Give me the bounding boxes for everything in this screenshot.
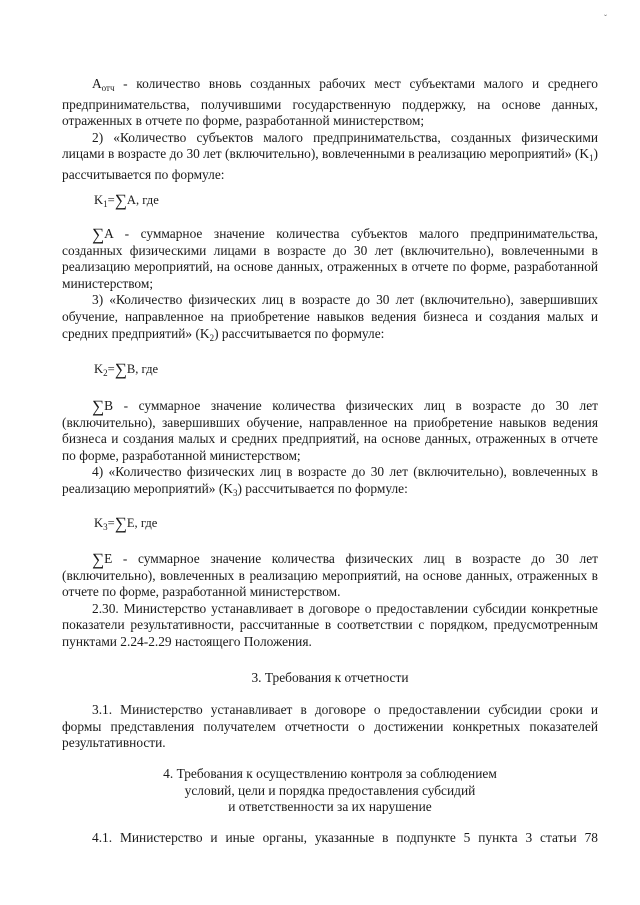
sigma-symbol: ∑: [92, 225, 105, 244]
paragraph-3-1: 3.1. Министерство устанавливает в договоре о предоставлении субсидии сроки и формы представления получателем отчетности о достижении конкретных показателей результативности.: [62, 702, 598, 751]
definition-1-block: ∑A - суммарное значение количества субъектов малого предпринимательства, созданных физическими лицами в возрасте до 30 лет (включительно), вовлеченными в реализацию мероприятий, на основе данных, отраженных в отчете по форме, разработанной министерством; 3) «Количество физических лиц в возрасте до 30 лет (включительно), завершивших обучение, направленное на приобретение навыков ведения бизнеса и создания малых и средних предприятий» $(K_2)$ рассчитывается по формуле:: [62, 225, 598, 343]
section-4-heading: [62, 766, 598, 816]
sigma-symbol: ∑: [92, 397, 105, 416]
item-3-text: 3) «Количество физических лиц в возрасте до 30 лет (включительно), завершивших обучение, направленное на приобретение навыков ведения бизнеса и создания малых и средних предприятий» (K: [62, 292, 598, 341]
paragraph-a-otch: [62, 76, 598, 184]
formula-k1: $K_1=\sum A$, где: [94, 191, 159, 210]
paragraph-3-1-block: [62, 702, 598, 752]
formula-k3: $K_3=\sum E$, где: [94, 514, 158, 533]
item-2-subscript: 1: [589, 153, 594, 164]
section-3-heading: 3. Требования к отчетности: [251, 670, 409, 685]
definition-3-text: - суммарное значение количества физических лиц в возрасте до 30 лет (включительно), вовлеченных в реализацию мероприятий, на основе данных, отраженных в отчете по форме, разработанной министерством.: [62, 551, 598, 600]
sigma-symbol: ∑: [114, 360, 127, 379]
section-4-heading-line-1: 4. Требования к осуществлению контроля за соблюдением: [163, 766, 497, 781]
sigma-symbol: ∑: [114, 191, 127, 210]
paragraph-4-1-block: [62, 830, 598, 847]
item-4-text: 4) «Количество физических лиц в возрасте до 30 лет (включительно), вовлеченных в реализацию мероприятий» (K: [62, 464, 598, 496]
formula-k2: $K_2=\sum B$, где: [94, 360, 159, 379]
paragraph-a-otch-text: - количество вновь созданных рабочих мест субъектами малого и среднего предпринимательства, получившими государственную поддержку, на основе данных, отраженных в отчете по форме, разработанной министерством;: [62, 76, 598, 129]
item-2-tail: ) рассчитывается по формуле:: [62, 146, 598, 182]
symbol-a-subscript: отч: [101, 83, 115, 93]
item-2-text: 2) «Количество субъектов малого предпринимательства, созданных физическими лицами в возрасте до 30 лет (включительно), вовлеченными в реализацию мероприятий» (K: [62, 129, 598, 162]
paragraph-2-30: 2.30. Министерство устанавливает в договоре о предоставлении субсидии конкретные показатели результативности, рассчитанные в соответствии с порядком, предусмотренным пунктами 2.24-2.29 настоящего Положения.: [62, 600, 598, 649]
section-4-heading-line-3: и ответственности за их нарушение: [228, 799, 432, 815]
definition-2-text: - суммарное значение количества физических лиц в возрасте до 30 лет (включительно), завершивших обучение, направленное на приобретение навыков ведения бизнеса и создания малых и средних предприятий, на основе данных, отраженных в отчете по форме, разработанной министерством;: [62, 398, 598, 463]
corner-mark: ˇ: [604, 13, 607, 23]
sigma-symbol: ∑: [92, 550, 105, 569]
definition-2-block: ∑B - суммарное значение количества физических лиц в возрасте до 30 лет (включительно), завершивших обучение, направленное на приобретение навыков ведения бизнеса и создания малых и средних предприятий, на основе данных, отраженных в отчете по форме, разработанной министерством; 4) «Количество физических лиц в возрасте до 30 лет (включительно), вовлеченных в реализацию мероприятий» $(K_3)$ рассчитывается по формуле:: [62, 397, 598, 498]
symbol-a: A: [92, 76, 102, 91]
definition-3-block: ∑E - суммарное значение количества физических лиц в возрасте до 30 лет (включительно), вовлеченных в реализацию мероприятий, на основе данных, отраженных в отчете по форме, разработанной министерством. 2.30. Министерство устанавливает в договоре о предоставлении субсидии конкретные показатели результативности, рассчитанные в соответствии с порядком, предусмотренным пунктами 2.24-2.29 настоящего Положения.: [62, 550, 598, 649]
paragraph-4-1: 4.1. Министерство и иные органы, указанные в подпункте 5 пункта 3 статьи 78: [92, 830, 598, 845]
sigma-symbol: ∑: [114, 514, 127, 533]
section-4-heading-line-2: условий, цели и порядка предоставления субсидий: [184, 782, 476, 798]
definition-1-text: - суммарное значение количества субъектов малого предпринимательства, созданных физическими лицами в возрасте до 30 лет (включительно), вовлеченными в реализацию мероприятий, на основе данных, отраженных в отчете по форме, разработанной министерством;: [62, 226, 598, 291]
